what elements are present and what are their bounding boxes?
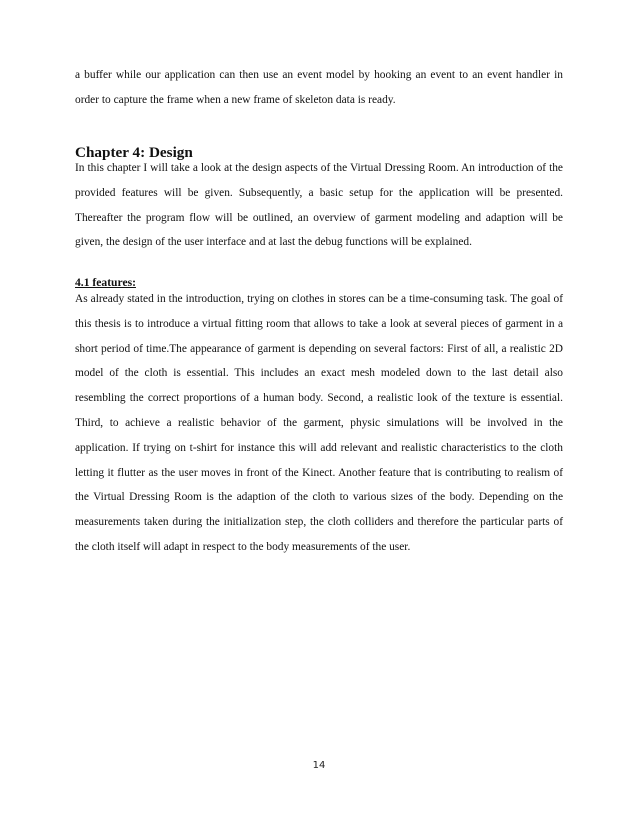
chapter-paragraph-block bbox=[75, 156, 563, 255]
intro-paragraph-block bbox=[75, 63, 563, 113]
page-number: 14 bbox=[312, 760, 326, 771]
intro-paragraph: a buffer while our application can then use an event model by hooking an event to an event handler in order to capture the frame when a new frame of skeleton data is ready. bbox=[75, 69, 563, 106]
section-heading: 4.1 features: bbox=[75, 276, 136, 289]
chapter-heading: Chapter 4: Design bbox=[75, 144, 193, 161]
section-paragraph: As already stated in the introduction, trying on clothes in stores can be a time-consuming task. The goal of this thesis is to introduce a virtual fitting room that allows to take a look at several pieces of garment in a short period of time.The appearance of garment is depending on several factors: First of all, a realistic 2D model of the cloth is essential. This includes an exact mesh modeled down to the last detail also resembling the correct proportions of a human body. Second, a realistic look of the texture is essential. Third, to achieve a realistic behavior of the garment, physic simulations will be involved in the application. If trying on t-shirt for instance this will add relevant and realistic characteristics to the cloth letting it flutter as the user moves in front of the Kinect. Another feature that is contributing to realism of the Virtual Dressing Room is the adaption of the cloth to various sizes of the body. Depending on the measurements taken during the initialization step, the cloth colliders and therefore the particular parts of the cloth itself will adapt in respect to the body measurements of the user. bbox=[75, 293, 563, 553]
chapter-paragraph: In this chapter I will take a look at the design aspects of the Virtual Dressing Room. An introduction of the provided features will be given. Subsequently, a basic setup for the application will be presented. Thereafter the program flow will be outlined, an overview of garment modeling and adaption will be given, the design of the user interface and at last the debug functions will be explained. bbox=[75, 162, 563, 249]
section-paragraph-block bbox=[75, 287, 563, 560]
